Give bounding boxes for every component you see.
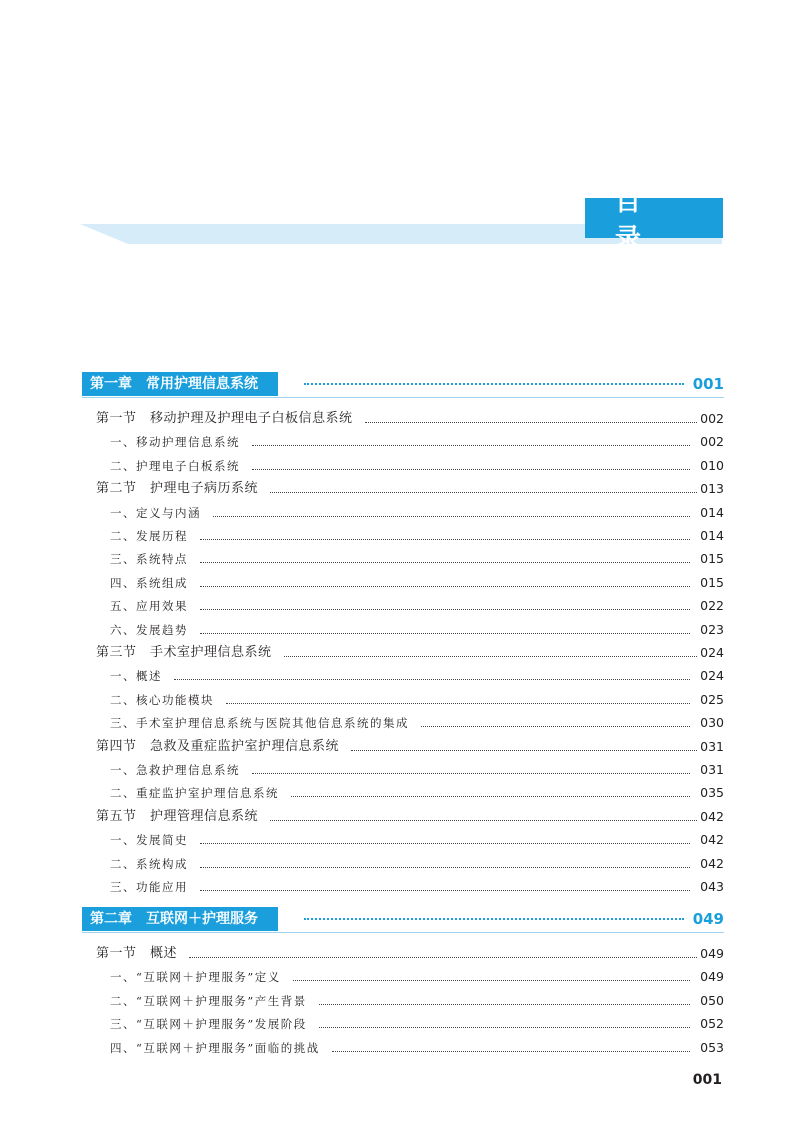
- entry-page: 002: [700, 411, 724, 426]
- toc-subentry[interactable]: [110, 431, 724, 451]
- entry-title: 五、应用效果: [110, 599, 188, 614]
- toc-subentry[interactable]: [110, 853, 724, 873]
- entry-page: 023: [700, 621, 724, 637]
- toc-subentry[interactable]: [110, 455, 724, 475]
- leader-dots: [332, 1051, 690, 1052]
- toc-subentry[interactable]: [110, 502, 724, 522]
- entry-page: 015: [700, 551, 724, 567]
- entry-page: 022: [700, 598, 724, 614]
- entry-page: 010: [700, 457, 724, 473]
- entry-page: 042: [700, 832, 724, 848]
- entry-title: 第一节 概述: [96, 946, 178, 961]
- leader-dots: [252, 773, 690, 774]
- leader-dots: [252, 469, 690, 470]
- toc-subentry[interactable]: [110, 1037, 724, 1057]
- entry-title: 二、系统构成: [110, 856, 188, 871]
- chapter-leader-dots: [304, 918, 684, 920]
- chapter-heading[interactable]: [82, 907, 724, 931]
- entry-title: 第三节 手术室护理信息系统: [96, 645, 272, 660]
- entry-page: 049: [700, 946, 724, 961]
- toc-section[interactable]: [96, 806, 724, 826]
- entry-title: 第四节 急救及重症监护室护理信息系统: [96, 738, 340, 754]
- toc-subentry[interactable]: [110, 689, 724, 709]
- entry-page: 052: [700, 1016, 724, 1032]
- entry-title: 第一节 移动护理及护理电子白板信息系统: [96, 411, 353, 426]
- entry-title: 第五节 护理管理信息系统: [96, 808, 259, 824]
- toc-subentry[interactable]: [110, 1013, 724, 1033]
- page-number: 001: [692, 1072, 722, 1088]
- entry-title: 六、发展趋势: [110, 622, 188, 637]
- leader-dots: [200, 586, 690, 587]
- page-title: 目: [585, 198, 723, 238]
- toc-section[interactable]: [96, 736, 724, 756]
- entry-title: 二、发展历程: [110, 529, 188, 543]
- chapter-rule: [82, 932, 724, 933]
- entry-page: 024: [700, 668, 724, 684]
- chapter-heading[interactable]: [82, 372, 724, 396]
- chapter-tab: [82, 907, 278, 931]
- chapter-rule: [82, 397, 724, 398]
- toc-subentry[interactable]: [110, 619, 724, 639]
- entry-title: 二、护理电子白板系统: [110, 458, 240, 473]
- toc-subentry[interactable]: [110, 712, 724, 732]
- leader-dots: [291, 796, 690, 797]
- entry-title: 四、系统组成: [110, 575, 188, 590]
- toc-subentry[interactable]: [110, 595, 724, 615]
- toc-subentry[interactable]: [110, 966, 724, 986]
- leader-dots: [189, 957, 697, 958]
- toc-subentry[interactable]: [110, 525, 724, 545]
- leader-dots: [252, 445, 690, 446]
- entry-page: 014: [700, 528, 724, 543]
- leader-dots: [293, 980, 690, 981]
- toc-section[interactable]: [96, 943, 724, 963]
- entry-title: 二、重症监护室护理信息系统: [110, 786, 279, 801]
- leader-dots: [200, 843, 690, 844]
- toc-section[interactable]: [96, 478, 724, 498]
- entry-title: 三、“互联网＋护理服务”发展阶段: [110, 1017, 307, 1032]
- toc-section[interactable]: [96, 642, 724, 662]
- entry-page: 030: [700, 715, 724, 731]
- leader-dots: [226, 703, 690, 704]
- entry-page: 031: [700, 762, 724, 777]
- toc-subentry[interactable]: [110, 665, 724, 685]
- toc-section[interactable]: [96, 408, 724, 428]
- leader-dots: [351, 750, 697, 751]
- chapter-leader-dots: [304, 383, 684, 385]
- entry-title: 一、移动护理信息系统: [110, 435, 240, 450]
- entry-page: 015: [700, 574, 724, 590]
- leader-dots: [213, 516, 690, 517]
- leader-dots: [319, 1027, 690, 1028]
- entry-title: 一、概述: [110, 669, 162, 684]
- entry-page: 013: [700, 481, 724, 497]
- entry-title: 三、功能应用: [110, 880, 188, 894]
- toc-subentry[interactable]: [110, 990, 724, 1010]
- leader-dots: [270, 492, 697, 493]
- entry-page: 042: [700, 855, 724, 871]
- entry-page: 053: [700, 1039, 724, 1055]
- leader-dots: [270, 820, 697, 821]
- chapter-tab: [82, 372, 278, 396]
- entry-page: 035: [700, 785, 724, 801]
- leader-dots: [365, 422, 698, 423]
- entry-page: 002: [700, 434, 724, 450]
- entry-title: 一、“互联网＋护理服务”定义: [110, 970, 281, 985]
- entry-title: 一、发展简史: [110, 833, 188, 848]
- leader-dots: [200, 609, 690, 610]
- entry-title: 一、急救护理信息系统: [110, 763, 240, 777]
- entry-title: 三、手术室护理信息系统与医院其他信息系统的集成: [110, 716, 409, 731]
- chapter-page: 001: [692, 375, 724, 393]
- chapter-title: 第二章 互联网＋护理服务: [90, 911, 258, 927]
- entry-page: 049: [700, 969, 724, 985]
- leader-dots: [200, 539, 690, 540]
- leader-dots: [421, 726, 690, 727]
- entry-page: 042: [700, 808, 724, 824]
- chapter-page: 049: [692, 910, 724, 928]
- toc-subentry[interactable]: [110, 572, 724, 592]
- entry-page: 050: [700, 992, 724, 1008]
- toc-subentry[interactable]: [110, 876, 724, 896]
- entry-title: 四、“互联网＋护理服务”面临的挑战: [110, 1040, 320, 1055]
- toc-subentry[interactable]: [110, 782, 724, 802]
- chapter-title: 第一章 常用护理信息系统: [90, 376, 258, 392]
- entry-title: 第二节 护理电子病历系统: [96, 481, 259, 497]
- entry-title: 一、定义与内涵: [110, 505, 201, 520]
- entry-page: 024: [700, 645, 724, 660]
- entry-title: 二、“互联网＋护理服务”产生背景: [110, 993, 307, 1008]
- entry-title: 三、系统特点: [110, 552, 188, 567]
- leader-dots: [200, 890, 690, 891]
- entry-title: 二、核心功能模块: [110, 692, 214, 707]
- entry-page: 043: [700, 879, 724, 894]
- entry-page: 014: [700, 504, 724, 520]
- toc-subentry[interactable]: [110, 759, 724, 779]
- leader-dots: [200, 633, 690, 634]
- toc-subentry[interactable]: [110, 548, 724, 568]
- leader-dots: [319, 1004, 690, 1005]
- entry-page: 031: [700, 738, 724, 754]
- entry-page: 025: [700, 691, 724, 707]
- leader-dots: [174, 679, 690, 680]
- leader-dots: [200, 562, 690, 563]
- leader-dots: [200, 867, 690, 868]
- leader-dots: [284, 656, 698, 657]
- toc-subentry[interactable]: [110, 829, 724, 849]
